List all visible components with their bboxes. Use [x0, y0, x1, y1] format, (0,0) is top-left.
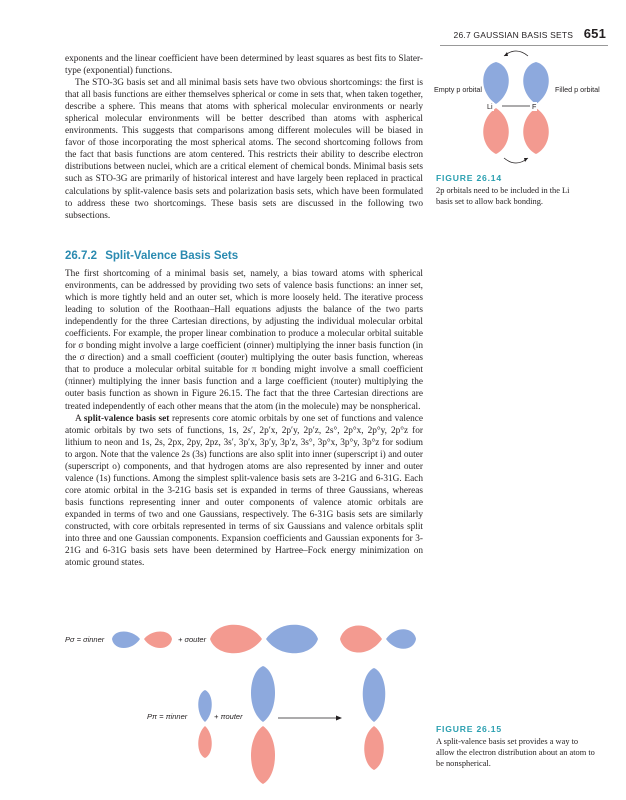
- pi-equation-lhs: Pπ = πinner: [147, 712, 188, 721]
- sigma-orbital-row: [60, 615, 440, 665]
- pi-inner-lower-lobe: [198, 726, 212, 758]
- empty-orbital-label: Empty p orbital: [434, 85, 482, 94]
- section-title: Split-Valence Basis Sets: [105, 250, 239, 262]
- section-number: 26.7.2: [65, 250, 97, 262]
- li-orbital-upper-lobe: [483, 62, 509, 104]
- intro-text: [65, 53, 423, 222]
- li-atom-label: Li: [487, 102, 493, 111]
- filled-orbital-label: Filled p orbital: [555, 85, 600, 94]
- pi-orbital-row: [180, 660, 420, 790]
- f-orbital-lower-lobe: [523, 108, 549, 154]
- figure-26-14-label: FIGURE 26.14: [436, 173, 502, 183]
- f-orbital-upper-lobe: [523, 62, 549, 104]
- sigma-equation-lhs: Pσ = σinner: [65, 635, 105, 644]
- sigma-outer-left-lobe: [210, 625, 262, 654]
- back-bond-arrow-bottom-head: [524, 158, 528, 162]
- figure-26-15-caption: A split-valence basis set provides a way to allow the electron distribution about an atom to be nonspherical.: [436, 737, 595, 768]
- figure-26-15-label: FIGURE 26.15: [436, 724, 502, 734]
- pi-combined-upper-lobe: [363, 668, 386, 722]
- pi-combination-arrowhead: [336, 716, 342, 721]
- body-paragraph-2: A split-valence basis set represents core atomic orbitals by one set of functions and valence atomic orbitals by two sets of functions, 1s, 2s′, 2p′x, 2p′y, 2p′z, 2s°, 2p°x, 2p°y, 2p°z for lithium to neon and 1s, 2s, 2px, 2py, 2pz, 3s′, 3p′x, 3p′y, 3p′z, 3s°, 3p°x, 3p°y, 3p°z for sodium to argon. Note that the valence 2s (3s) functions are also split into inner (superscript i) and outer (superscript o) components, and that hydrogen atoms are also represented by inner and outer valence (1s) functions. Among the simplest split-valence basis sets are 3-21G and 6-31G. Each core atomic orbital in the 3-21G basis set is expanded in terms of three Gaussians, whereas basis functions representing inner and outer components of valence atomic orbitals are expanded in terms of two and one Gaussians, respectively. The 6-31G basis sets are similarly constructed, with core orbitals represented in terms of six Gaussians and valence orbitals split into three and one Gaussian components. Expansion coefficients and Gaussian exponents for 3-21G and 6-31G basis sets have been determined by Hartree–Fock energy minimization on atomic ground states.: [65, 413, 424, 569]
- pi-outer-lower-lobe: [251, 726, 275, 784]
- f-atom-label: F: [532, 102, 537, 111]
- body-paragraph-1: The first shortcoming of a minimal basis set, namely, a bias toward atoms with spherical environments, can be addressed by providing two sets of valence basis functions: an inner set, which is more tightly held and an outer set, which is more loosely held. The iterative process leading to solution of the Roothaan–Hall equations adjusts the balance of the two parts independently for the three Cartesian directions, by adjusting the individual molecular orbital coefficients. For example, the proper linear combination to produce a molecular orbital suitable for σ bonding might involve a large coefficient (σinner) multiplying the inner basis function (in the σ direction) and a small coefficient (σouter) multiplying the outer basis function, whereas that to produce a molecular orbital suitable for π bonding might involve a small coefficient (πinner) multiplying the inner basis function and a large coefficient (πouter) multiplying the outer basis function as shown in Figure 26.15. The fact that the three Cartesian directions are treated independently of each other means that the atom (in the molecule) may be nonspherical.: [65, 269, 423, 412]
- li-orbital-lower-lobe: [483, 108, 509, 154]
- key-term: split-valence basis set: [83, 413, 170, 424]
- page-number: 651: [583, 26, 606, 41]
- sigma-combined-left-lobe: [340, 625, 382, 652]
- intro-paragraph-2: The STO-3G basis set and all minimal basis sets have two obvious shortcomings: the first is that all basis functions are either themselves spherical or come in sets that, when taken together, describe a sphere. This means that atoms with spherical molecular environments or nearly spherical molecular environments will be better described than atoms with aspherical environments. This suggests that comparisons among different molecules will be biased in favor of those incorporating the most spherical atoms. The second shortcoming follows from the fact that basis functions are atom centered. This restricts their ability to describe electron distributions between nuclei, which are a critical element of chemical bonds. Minimal basis sets such as STO-3G are primarily of historical interest and have largely been replaced in practical calculations by split-valence basis sets and polarization basis sets, which have been formulated to address these two shortcomings. These basis sets are discussed in the following two subsections.: [65, 78, 423, 221]
- back-bonding-diagram: [430, 48, 620, 168]
- section-heading: [65, 250, 238, 262]
- body-text: [65, 268, 423, 569]
- sigma-combined-right-lobe: [386, 629, 416, 649]
- back-bond-arrow-top-head: [504, 52, 508, 56]
- sigma-inner-left-lobe: [112, 632, 140, 649]
- running-title: 26.7 GAUSSIAN BASIS SETS: [453, 30, 574, 40]
- pi-equation-plus: + πouter: [214, 712, 243, 721]
- header-rule: [440, 45, 608, 46]
- pi-outer-upper-lobe: [251, 666, 275, 722]
- running-header: [454, 26, 606, 41]
- pi-combined-lower-lobe: [364, 726, 384, 770]
- sigma-equation-plus: + σouter: [178, 635, 207, 644]
- sigma-outer-right-lobe: [266, 625, 318, 654]
- figure-26-14-caption: 2p orbitals need to be included in the Li basis set to allow back bonding.: [436, 186, 570, 206]
- sigma-inner-right-lobe: [144, 632, 172, 649]
- pi-inner-upper-lobe: [198, 690, 212, 722]
- intro-paragraph-1: exponents and the linear coefficient have been determined by least squares as best fits to Slater-type (exponential) functions.: [65, 54, 423, 77]
